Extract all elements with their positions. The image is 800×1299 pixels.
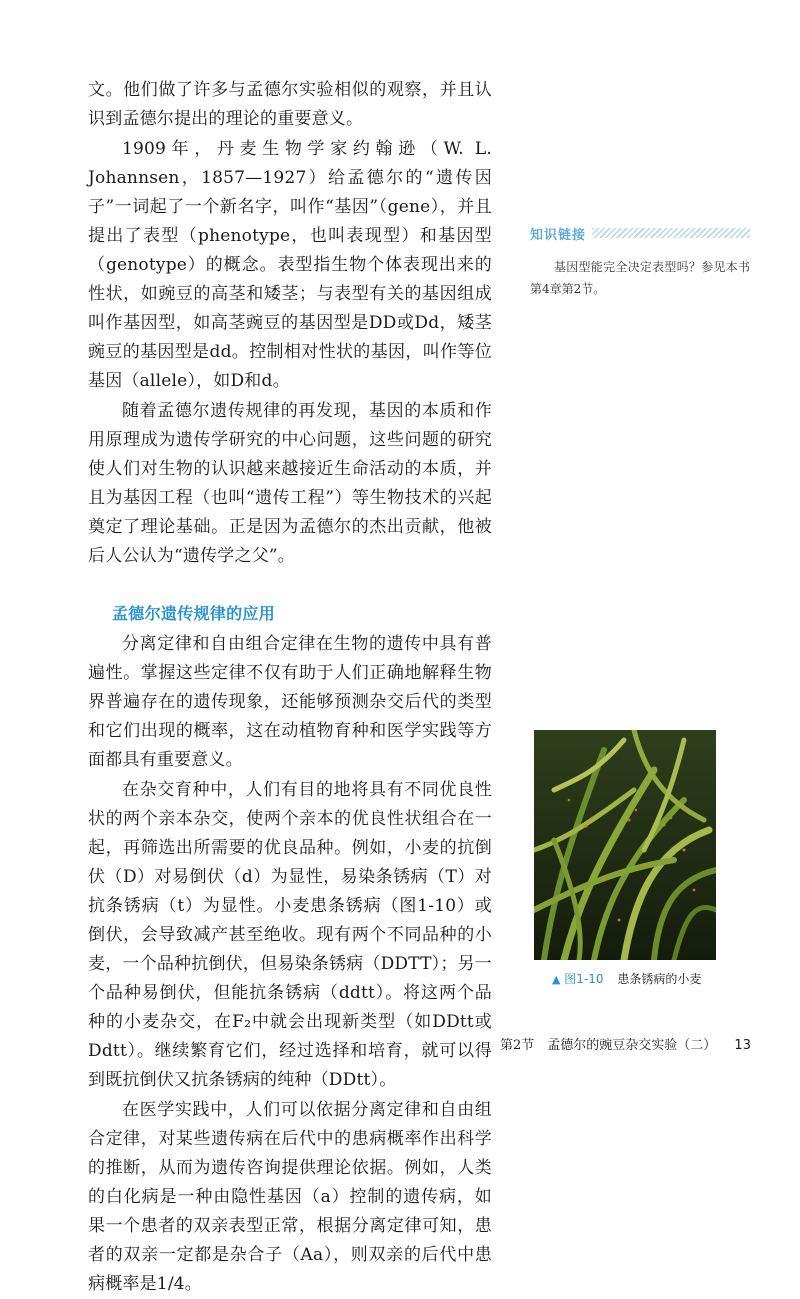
knowledge-link-text: 基因型能完全决定表型吗？参见本书第4章第2节。 bbox=[530, 260, 750, 296]
paragraph-medical: 在医学实践中，人们可以依据分离定律和自由组合定律，对某些遗传病在后代中的患病概率作出科学的推断，从而为遗传咨询提供理论依据。例如，人类的白化病是一种由隐性基因（a）控制的遗传病，如果一个患者的双亲表型正常，根据分离定律可知，患者的双亲一定都是杂合子（Aa），则双亲的后代中患病概率是1/4。 bbox=[88, 1100, 492, 1294]
knowledge-link-title-bar bbox=[530, 222, 750, 244]
paragraph-rediscovery: 随着孟德尔遗传规律的再发现，基因的本质和作用原理成为遗传学研究的中心问题，这些问题的研究使人们对生物的认识越来越接近生命活动的本质，并且为基因工程（也叫“遗传工程”）等生物技术的兴起奠定了理论基础。正是因为孟德尔的杰出贡献，他被后人公认为“遗传学之父”。 bbox=[88, 401, 492, 566]
section-heading: 孟德尔遗传规律的应用 bbox=[112, 604, 276, 623]
footer-section-title: 第2节 孟德尔的豌豆杂交实验（二） bbox=[500, 1038, 717, 1053]
knowledge-link-box bbox=[530, 222, 750, 300]
figure-caption-text: 患条锈病的小麦 bbox=[617, 972, 702, 986]
figure-caption bbox=[552, 970, 701, 987]
paragraph-breeding: 在杂交育种中，人们有目的地将具有不同优良性状的两个亲本杂交，使两个亲本的优良性状组合在一起，再筛选出所需要的优良品种。例如，小麦的抗倒伏（D）对易倒伏（d）为显性，易染条锈病（T）对抗条锈病（t）为显性。小麦患条锈病（图1-10）或倒伏，会导致减产甚至绝收。现有两个不同品种的小麦，一个品种抗倒伏，但易染条锈病（DDTT）；另一个品种易倒伏，但能抗条锈病（ddtt）。将这两个品种的小麦杂交，在F₂中就会出现新类型（如DDtt或Ddtt）。继续繁育它们，经过选择和培育，就可以得到既抗倒伏又抗条锈病的纯种（DDtt）。 bbox=[88, 780, 492, 1090]
title-hatch-decoration bbox=[592, 228, 750, 238]
paragraph-universality: 分离定律和自由组合定律在生物的遗传中具有普遍性。掌握这些定律不仅有助于人们正确地解释生物界普遍存在的遗传现象，还能够预测杂交后代的类型和它们出现的概率，这在动植物育种和医学实践等方面都具有重要意义。 bbox=[88, 634, 492, 770]
page-footer bbox=[500, 1034, 751, 1053]
main-text-column bbox=[88, 76, 492, 1299]
figure-number: 图1-10 bbox=[564, 972, 604, 986]
caption-triangle-icon: ▲ bbox=[552, 973, 561, 986]
page-number: 13 bbox=[734, 1038, 751, 1053]
paragraph-johannsen: 1909年，丹麦生物学家约翰逊（W. L. Johannsen，1857—1927）给孟德尔的“遗传因子”一词起了一个新名字，叫作“基因”（gene），并且提出了表型（phenotype，也叫表现型）和基因型（genotype）的概念。表型指生物个体表现出来的性状，如豌豆的高茎和矮茎；与表型有关的基因组成叫作基因型，如高茎豌豆的基因型是DD或Dd，矮茎豌豆的基因型是dd。控制相对性状的基因，叫作等位基因（allele），如D和d。 bbox=[88, 139, 492, 391]
wheat-rust-photo bbox=[534, 730, 716, 960]
paragraph-continuation: 文。他们做了许多与孟德尔实验相似的观察，并且认识到孟德尔提出的理论的重要意义。 bbox=[88, 80, 492, 129]
wheat-illustration bbox=[534, 730, 716, 960]
knowledge-link-title: 知识链接 bbox=[530, 227, 587, 243]
